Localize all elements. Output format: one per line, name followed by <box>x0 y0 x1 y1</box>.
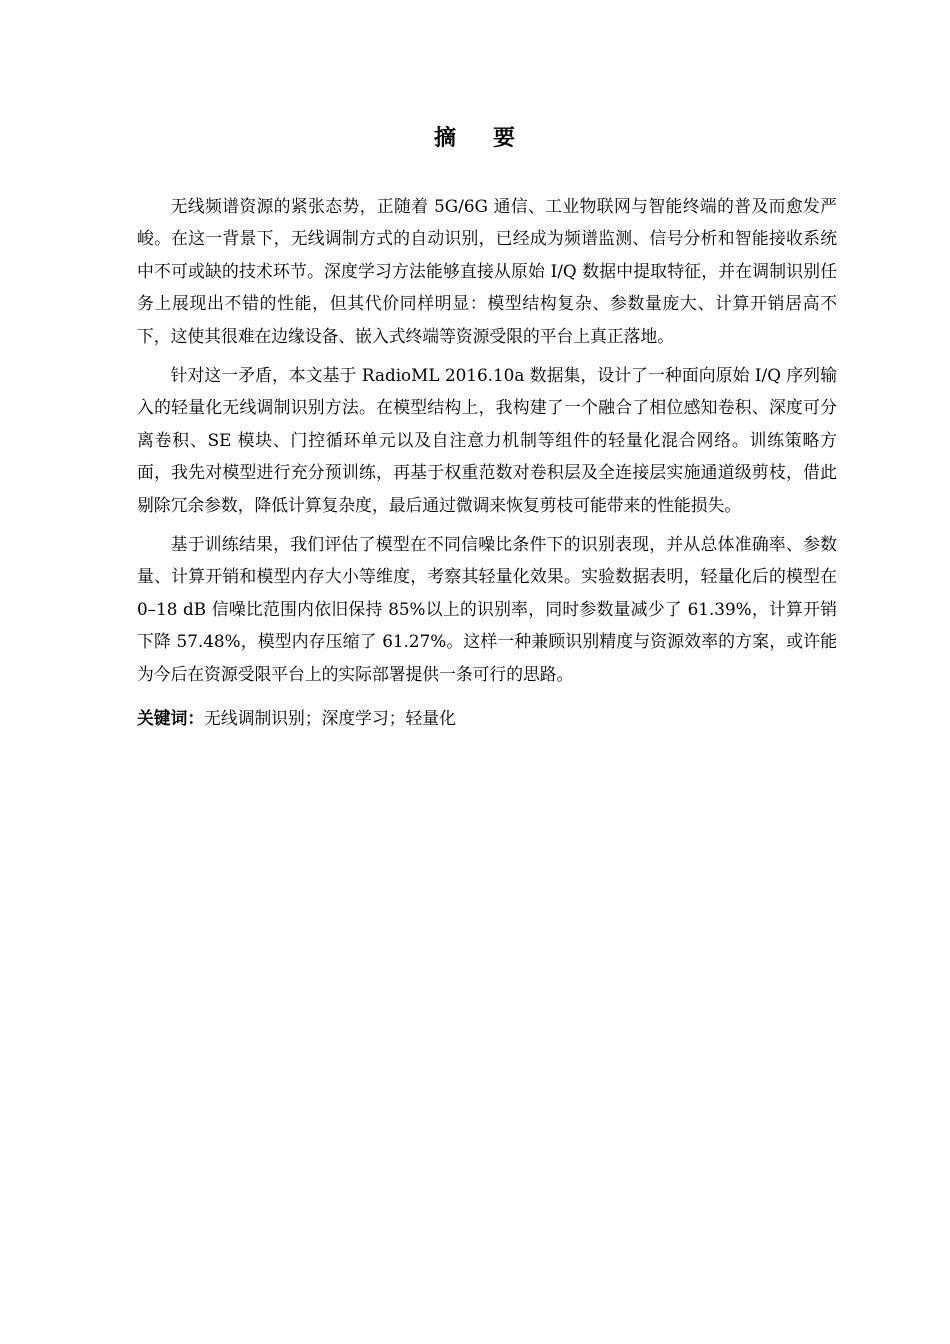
abstract-paragraph-3: 基于训练结果，我们评估了模型在不同信噪比条件下的识别表现，并从总体准确率、参数量、计算开销和模型内存大小等维度，考察其轻量化效果。实验数据表明，轻量化后的模型在 0–18 dB 信噪比范围内依旧保持 85%以上的识别率，同时参数量减少了 61.39%，计算开销下降 57.48%，模型内存压缩了 61.27%。这样一种兼顾识别精度与资源效率的方案，或许能为今后在资源受限平台上的实际部署提供一条可行的思路。 <box>137 534 837 684</box>
keywords-text: 无线调制识别；深度学习；轻量化 <box>204 708 456 729</box>
abstract-paragraph-2: 针对这一矛盾，本文基于 RadioML 2016.10a 数据集，设计了一种面向原始 I/Q 序列输入的轻量化无线调制识别方法。在模型结构上，我构建了一个融合了相位感知卷积、深度可分离卷积、SE 模块、门控循环单元以及自注意力机制等组件的轻量化混合网络。训练策略方面，我先对模型进行充分预训练，再基于权重范数对卷积层及全连接层实施通道级剪枝，借此剔除冗余参数，降低计算复杂度，最后通过微调来恢复剪枝可能带来的性能损失。 <box>137 365 837 515</box>
abstract-title-char-2: 要 <box>493 126 517 151</box>
keywords-label: 关键词： <box>137 708 205 729</box>
abstract-title <box>0 124 950 154</box>
abstract-paragraph-1: 无线频谱资源的紧张态势，正随着 5G/6G 通信、工业物联网与智能终端的普及而愈发严峻。在这一背景下，无线调制方式的自动识别，已经成为频谱监测、信号分析和智能接收系统中不可或缺的技术环节。深度学习方法能够直接从原始 I/Q 数据中提取特征，并在调制识别任务上展现出不错的性能，但其代价同样明显：模型结构复杂、参数量庞大、计算开销居高不下，这使其很难在边缘设备、嵌入式终端等资源受限的平台上真正落地。 <box>137 196 837 346</box>
abstract-body <box>137 190 837 735</box>
keywords-line <box>137 702 837 734</box>
abstract-title-char-1: 摘 <box>433 126 457 151</box>
